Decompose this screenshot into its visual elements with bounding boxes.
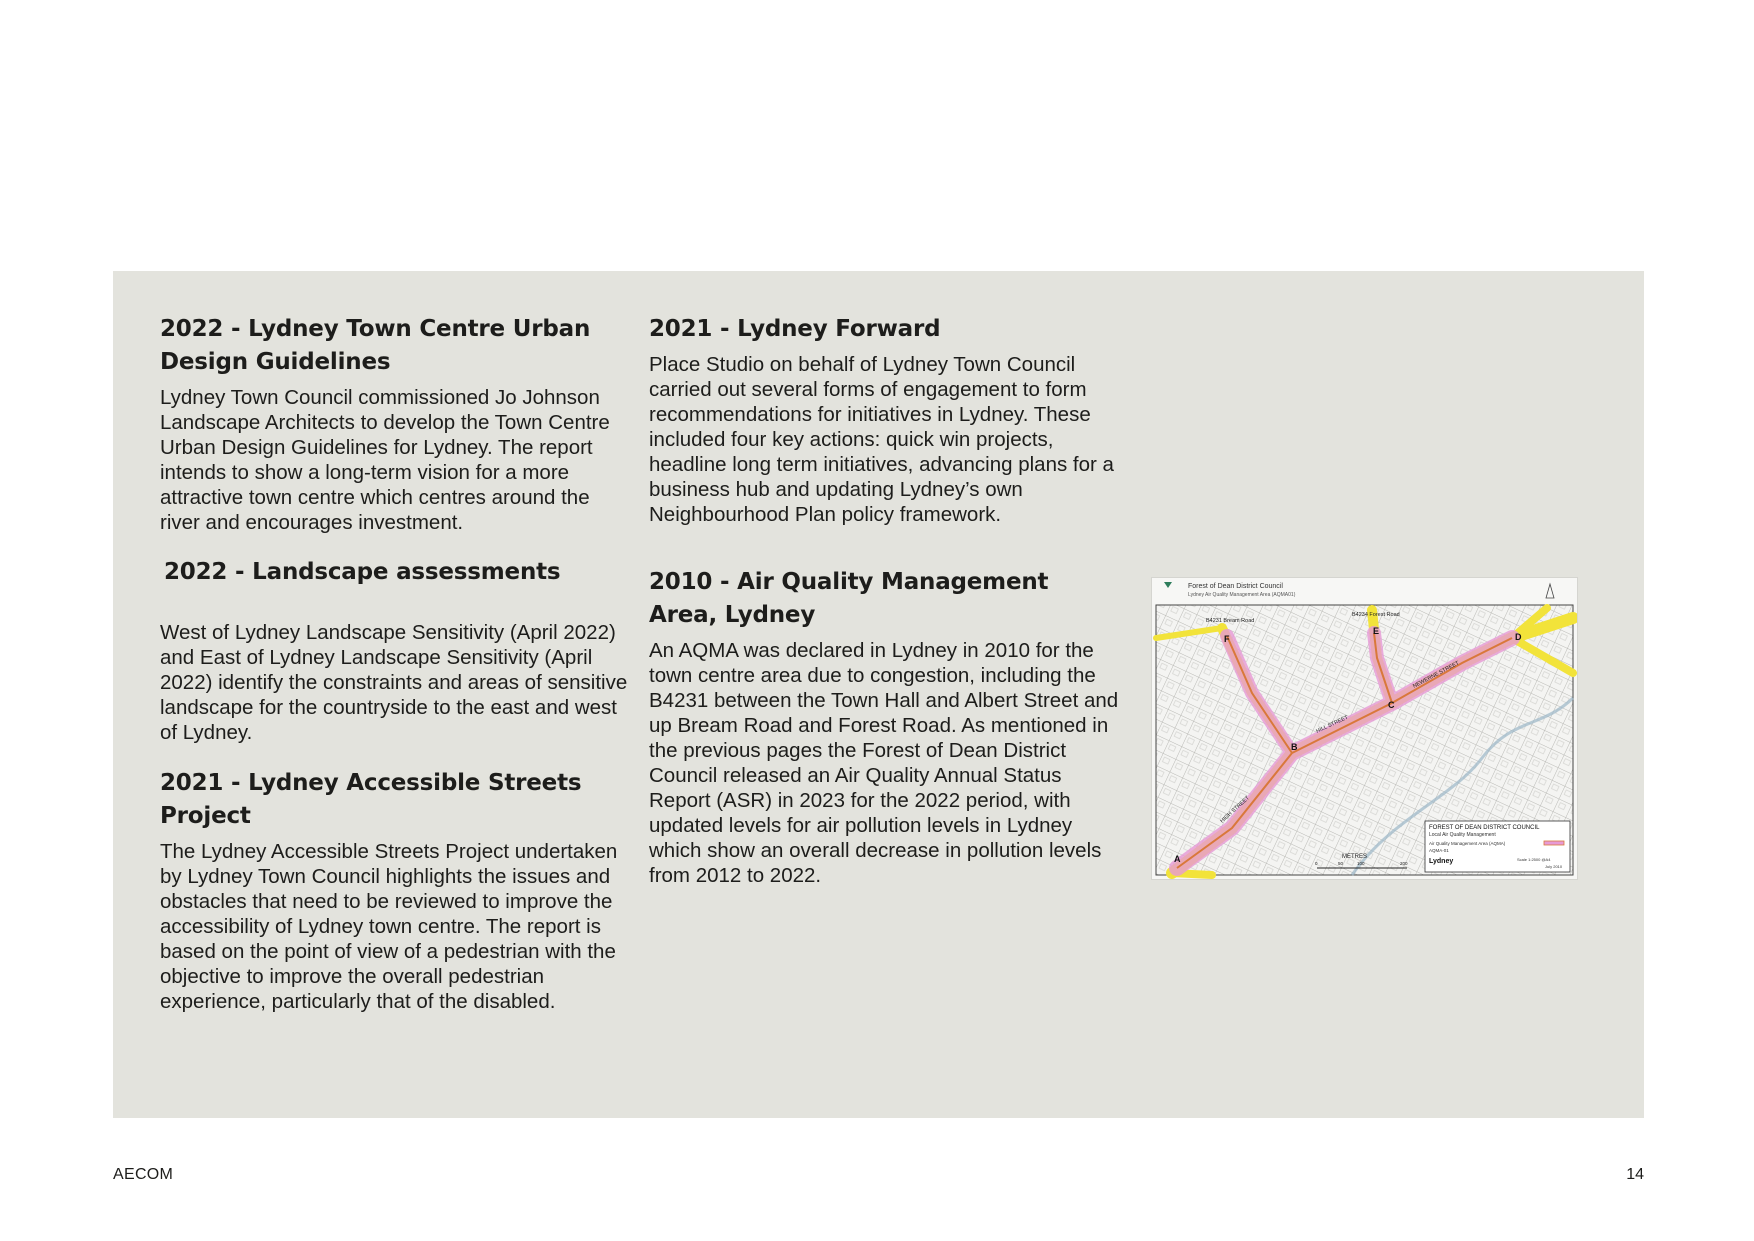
road-label-hill-street: HILL STREET — [1315, 714, 1350, 735]
council-logo-icon — [1164, 582, 1172, 588]
legend-date: July 2010 — [1545, 864, 1563, 869]
scale-tick: 100 — [1357, 861, 1365, 866]
legend-place: Lydney — [1429, 858, 1454, 865]
point-label-e: E — [1373, 626, 1380, 636]
section-title: 2022 - Lydney Town Centre Urban Design Guidelines — [160, 316, 591, 375]
map-header-title: Forest of Dean District Council — [1188, 583, 1283, 590]
legend-sub: Local Air Quality Management — [1429, 832, 1496, 838]
point-label-a: A — [1174, 854, 1181, 864]
section-title: 2022 - Landscape assessments — [164, 559, 561, 585]
legend-item: Air Quality Management Area (AQMA) — [1429, 841, 1506, 846]
section-urban-design-guidelines — [160, 313, 630, 535]
section-aqma — [649, 566, 1119, 888]
section-title: 2021 - Lydney Accessible Streets Project — [160, 770, 582, 829]
section-lydney-forward — [649, 313, 1119, 527]
scale-tick: 50 — [1338, 861, 1344, 866]
legend-title: FOREST OF DEAN DISTRICT COUNCIL — [1429, 825, 1540, 831]
aqma-map-graphic — [1152, 578, 1577, 879]
section-title: 2021 - Lydney Forward — [649, 316, 941, 342]
section-body: Lydney Town Council commissioned Jo Johnson Landscape Architects to develop the Town Centre Urban Design Guidelines for Lydney. The report intends to show a long-term vision for a more attractive town centre which centres around the river and encourages investment. — [160, 386, 610, 534]
legend-swatch — [1544, 841, 1564, 845]
road-label-newerne-street: NEWERNE STREET — [1412, 660, 1461, 690]
scale-unit: METRES — [1342, 854, 1368, 860]
map-header — [1164, 582, 1554, 598]
road-label-high-street: HIGH STREET — [1219, 795, 1251, 825]
point-label-b: B — [1291, 742, 1298, 752]
footer-brand: AECOM — [113, 1166, 174, 1183]
section-landscape-assessments-body — [160, 620, 630, 745]
map-header-sub: Lydney Air Quality Management Area (AQMA01) — [1188, 592, 1296, 598]
scale-tick: 200 — [1400, 861, 1408, 866]
section-title: 2010 - Air Quality Management Area, Lydney — [649, 569, 1049, 628]
point-label-f: F — [1224, 634, 1230, 644]
section-body: Place Studio on behalf of Lydney Town Council carried out several forms of engagement to form recommendations for initiatives in Lydney. These included four key actions: quick win projects, headline long term initiatives, advancing plans for a business hub and updating Lydney’s own Neighbourhood Plan policy framework. — [649, 353, 1114, 526]
page-number: 14 — [1626, 1166, 1644, 1183]
section-accessible-streets — [160, 767, 630, 1014]
scale-tick: 0 — [1315, 861, 1318, 866]
legend-code: AQMA-01 — [1429, 848, 1449, 853]
map-legend — [1425, 821, 1570, 872]
north-arrow-icon — [1546, 584, 1554, 598]
section-body: West of Lydney Landscape Sensitivity (April 2022) and East of Lydney Landscape Sensitivity (April 2022) identify the constraints and areas of sensitive landscape for the countryside to the east and west of Lydney. — [160, 621, 628, 744]
section-body: The Lydney Accessible Streets Project undertaken by Lydney Town Council highlights the issues and obstacles that need to be reviewed to improve the accessibility of Lydney town centre. The report is based on the point of view of a pedestrian with the objective to improve the overall pedestrian experience, particularly that of the disabled. — [160, 840, 618, 1013]
point-label-c: C — [1388, 700, 1395, 710]
road-label-bream: B4231 Bream Road — [1206, 618, 1255, 624]
road-label-forest: B4234 Forest Road — [1352, 612, 1400, 618]
section-body: An AQMA was declared in Lydney in 2010 for the town centre area due to congestion, including the B4231 between the Town Hall and Albert Street and up Bream Road and Forest Road. As mentioned in the previous pages the Forest of Dean District Council released an Air Quality Annual Status Report (ASR) in 2023 for the 2022 period, with updated levels for air pollution levels in Lydney which show an overall decrease in pollution levels from 2012 to 2022. — [649, 639, 1119, 887]
point-label-d: D — [1515, 632, 1522, 642]
aqma-map — [1151, 577, 1578, 880]
legend-scale: Scale 1:2500 @A4 — [1517, 857, 1551, 862]
section-landscape-assessments — [164, 556, 634, 595]
